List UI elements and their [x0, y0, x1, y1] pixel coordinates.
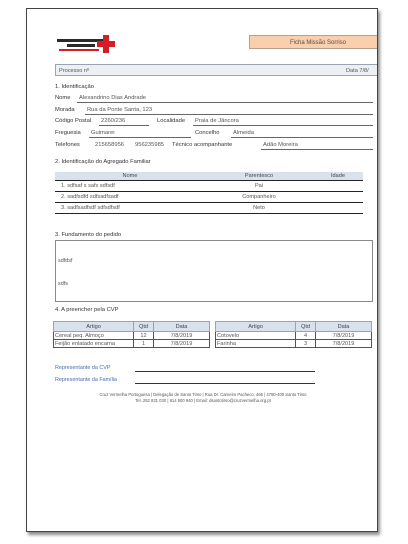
fundamento-textarea: [55, 240, 373, 302]
agregado-nome: sdfsaf s safs sdfsdf: [67, 182, 115, 189]
cvp-data: 7/8/2019: [316, 332, 372, 340]
signature-cvp-label: Representante da CVP: [55, 365, 111, 371]
cvp-table-right: [215, 321, 372, 348]
cvp-data: 7/8/2019: [316, 340, 372, 348]
processo-label: Processo nº: [59, 68, 90, 74]
codigo-postal-value: 2260/236: [101, 118, 126, 124]
cvp-qtd: 12: [134, 332, 154, 340]
morada-label: Morada: [55, 107, 75, 113]
agregado-header-nome: Nome: [55, 172, 205, 180]
agregado-header-parentesco: Parentesco: [205, 172, 313, 180]
cvp-artigo: Farinha: [216, 340, 296, 348]
section-fundamento-title: 3. Fundamento do pedido: [55, 232, 122, 238]
row-number: 2.: [61, 193, 66, 200]
table-row: [54, 340, 210, 348]
cvp-data: 7/8/2019: [154, 340, 210, 348]
localidade-value: Praia de Jâncora: [195, 118, 239, 124]
cvp-header-data: Data: [154, 322, 210, 332]
processo-bar: [55, 64, 378, 76]
agregado-parentesco: Neto: [205, 202, 313, 213]
agregado-table: [55, 172, 363, 214]
cvp-header-qtd: Qtd: [296, 322, 316, 332]
cvp-header-qtd: Qtd: [134, 322, 154, 332]
footer-line2: Tel. 252 831 030 | 914 500 940 | Email: dsantotirso@cruzvermelha.org.pt: [135, 398, 271, 403]
table-row: [55, 202, 363, 213]
table-row: [216, 332, 372, 340]
localidade-label: Localidade: [157, 118, 186, 124]
nome-value: Alexandrino Dias Andrade: [79, 95, 147, 101]
cvp-artigo: Cereal peq. Almoço: [54, 332, 134, 340]
agregado-nome: sadfsadfsdf sdfsdfsdf: [67, 204, 120, 211]
footer-line1: Cruz Vermelha Portuguesa | Delegação de Santo Tirso | Rua Dr. Carneiro Pacheco, 466 | 4780-400 Santo Tirso: [99, 392, 307, 397]
data-label: Data 7/8/: [346, 68, 369, 74]
concelho-label: Concelho: [195, 130, 220, 136]
fundamento-text: sdfdsf sdfs: [58, 258, 73, 287]
tecnico-value: Adão Moreira: [263, 142, 298, 148]
telefone1-value: 215658956: [95, 142, 125, 148]
cvp-qtd: 4: [296, 332, 316, 340]
cvp-data: 7/8/2019: [154, 332, 210, 340]
freguesia-label: Freguesia: [55, 130, 81, 136]
document-page: [26, 8, 378, 532]
agregado-header-idade: Idade: [313, 172, 363, 180]
table-row: [55, 180, 363, 191]
section-identificacao-title: 1. Identificação: [55, 84, 94, 90]
agregado-idade: [313, 191, 363, 202]
table-row: [54, 332, 210, 340]
cvp-header-artigo: Artigo: [54, 322, 134, 332]
tecnico-label: Técnico acompanhante: [172, 142, 233, 148]
morada-value: Rua da Ponte Santa, 123: [87, 107, 153, 113]
row-number: 3.: [61, 204, 66, 211]
nome-label: Nome: [55, 95, 71, 101]
concelho-value: Almeida: [233, 130, 254, 136]
agregado-parentesco: Pai: [205, 180, 313, 191]
table-row: [216, 340, 372, 348]
cvp-header-artigo: Artigo: [216, 322, 296, 332]
cvp-header-data: Data: [316, 322, 372, 332]
ficha-title: Ficha Missão Sorriso: [249, 35, 378, 49]
freguesia-value: Guimarei: [91, 130, 115, 136]
row-number: 1.: [61, 182, 66, 189]
cvp-artigo: Cotovelo: [216, 332, 296, 340]
codigo-postal-label: Código Postal: [55, 118, 92, 124]
cvp-qtd: 3: [296, 340, 316, 348]
agregado-idade: [313, 202, 363, 213]
cvp-table-left: [53, 321, 210, 348]
agregado-parentesco: Companheiro: [205, 191, 313, 202]
agregado-nome: sadfsdfd sdfsadfsadf: [67, 193, 119, 200]
cvp-artigo: Feijão enlatado encarna: [54, 340, 134, 348]
agregado-idade: [313, 180, 363, 191]
table-row: [55, 191, 363, 202]
telefone2-value: 956235985: [135, 142, 165, 148]
section-agregado-title: 2. Identificação do Agregado Familiar: [55, 159, 151, 165]
signature-familia-label: Representante da Família: [55, 377, 118, 383]
cvp-qtd: 1: [134, 340, 154, 348]
section-cvp-title: 4. A preencher pela CVP: [55, 307, 119, 313]
telefones-label: Telefones: [55, 142, 80, 148]
